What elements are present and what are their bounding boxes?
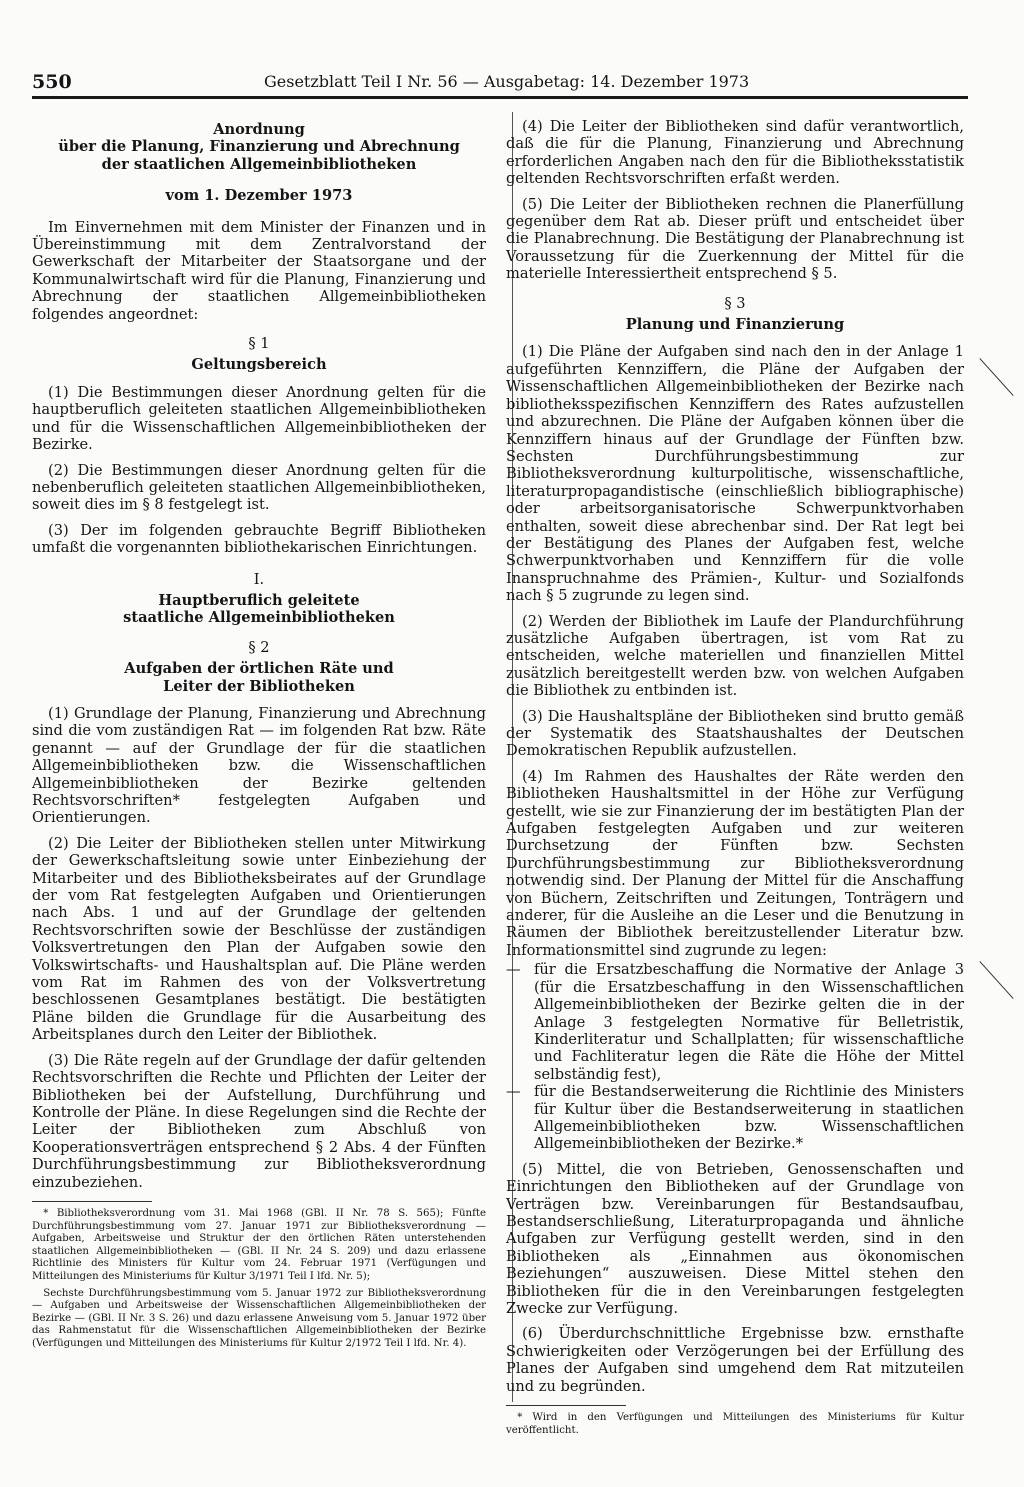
paragraph: (1) Grundlage der Planung, Finanzierung und Abrechnung sind die vom zuständigen Rat — im folgenden Rat bzw. Räte genannt — auf der Grundlage der für die staatlichen Allgemeinbibliotheken bzw. die Wissenschaftlichen Allgemeinbibliotheken der Bezirke geltenden Rechtsvorschriften* festgelegten Aufgaben und Orientierungen.: [32, 704, 486, 827]
running-title: Gesetzblatt Teil I Nr. 56 — Ausgabetag: 14. Dezember 1973: [264, 72, 750, 91]
header-rule: [32, 96, 968, 99]
paragraph: (2) Die Leiter der Bibliotheken stellen unter Mitwirkung der Gewerkschaftsleitung sowie unter Einbeziehung der Mitarbeiter und des Bibliotheksbeirates auf der Grundlage der vom Rat festgelegten Aufgaben und Orientierungen nach Abs. 1 und auf der Grundlage der geltenden Rechtsvorschriften sowie der Beschlüsse der zuständigen Volksvertretungen den Plan der Aufgaben sowie den Volkswirtschafts- und Haushaltsplan auf. Die Pläne werden vom Rat im Rahmen des von der Volksvertretung beschlossenen Gesamtplanes bestätigt. Die bestätigten Pläne bilden die Grundlage für die Ausarbeitung des Arbeitsplanes durch den Leiter der Bibliothek.: [32, 834, 486, 1044]
section-heading-line: Aufgaben der örtlichen Räte und: [124, 660, 394, 678]
paragraph: (6) Überdurchschnittliche Ergebnisse bzw. ernsthafte Schwierigkeiten oder Verzögerungen bei der Erfüllung des Planes der Aufgaben sind umgehend dem Rat mitzuteilen und zu begründen.: [506, 1325, 964, 1395]
paragraph: (2) Werden der Bibliothek im Laufe der Plandurchführung zusätzliche Aufgaben übertragen, ist vom Rat zu entscheiden, welche materiellen und finanziellen Mittel zusätzlich bereitgestellt werden bzw. von welchen Aufgaben die Bibliothek zu entbinden ist.: [506, 612, 964, 700]
section-number: § 3: [724, 294, 746, 312]
paragraph: (4) Im Rahmen des Haushaltes der Räte werden den Bibliotheken Haushaltsmittel in der Höhe zur Verfügung gestellt, wie sie zur Finanzierung der im bestätigten Plan der Aufgaben festgelegten Aufgaben und zur weiteren Durchsetzung der Fünften bzw. Sechsten Durchführungsbestimmung zur Bibliotheksverordnung notwendig sind. Der Planung der Mittel für die Anschaffung von Büchern, Zeitschriften und Zeitungen, Tonträgern und anderer, für die Ausleihe an die Leser und die Benutzung in Räumen der Bibliothek bereitzustellender Literatur bzw. Informationsmittel sind zugrunde zu legen:: [506, 767, 964, 959]
paragraph: (1) Die Bestimmungen dieser Anordnung gelten für die hauptberuflich geleiteten staatlichen Allgemeinbibliotheken und für die Wissenschaftlichen Allgemeinbibliotheken der Bezirke.: [32, 383, 486, 454]
section-number: § 1: [248, 335, 270, 353]
left-column: [32, 121, 486, 1354]
footnote: * Bibliotheksverordnung vom 31. Mai 1968 (GBl. II Nr. 78 S. 565); Fünfte Durchführungsbestimmung vom 27. Januar 1971 zur Bibliotheksverordnung — Aufgaben, Arbeitsweise und Struktur der den örtlichen Räten unterstehenden staatlichen Allgemeinbibliotheken — (GBl. II Nr. 24 S. 209) und dazu erlassene Richtlinie des Ministers für Kultur vom 24. Februar 1971 (Verfügungen und Mitteilungen des Ministeriums für Kultur 3/1971 Teil I lfd. Nr. 5);: [32, 1207, 486, 1282]
paragraph: (2) Die Bestimmungen dieser Anordnung gelten für die nebenberuflich geleiteten staatlichen Allgemeinbibliotheken, soweit dies im § 8 festgelegt ist.: [32, 461, 486, 514]
list-item: — für die Ersatzbeschaffung die Normative der Anlage 3 (für die Ersatzbeschaffung in den Wissenschaftlichen Allgemeinbibliotheken der Bezirke gelten die in der Anlage 3 festgelegten Normative für Belletristik, Kinderliteratur und Schallplatten; für wissenschaftliche und Fachliteratur legen die Räte die Höhe der Mittel selbständig fest),: [506, 961, 964, 1083]
section-heading-line: Leiter der Bibliotheken: [163, 677, 355, 695]
document-title-line: der staatlichen Allgemeinbibliotheken: [101, 155, 417, 173]
part-numeral: I.: [253, 570, 265, 588]
paragraph: (3) Der im folgenden gebrauchte Begriff Bibliotheken umfaßt die vorgenannten bibliothekarischen Einrichtungen.: [32, 521, 486, 557]
paragraph: (1) Die Pläne der Aufgaben sind nach den in der Anlage 1 aufgeführten Kennziffern, die Pläne der Aufgaben der Wissenschaftlichen Allgemeinbibliotheken der Bezirke nach bibliotheksspezifischen Kennziffern des Rates aufzustellen und abzurechnen. Die Pläne der Aufgaben können über die Kennziffern hinaus auf der Grundlage der Fünften bzw. Sechsten Durchführungsbestimmung zur Bibliotheksverordnung kulturpolitische, wissenschaftliche, literaturpropagandistische (einschließlich bibliographische) oder arbeitsorganisatorische Schwerpunktvorhaben enthalten, soweit diese abrechenbar sind. Der Rat legt bei der Bestätigung des Planes der Aufgaben fest, welche Schwerpunktvorhaben und Kennziffern für die volle Inanspruchnahme des Prämien-, Kultur- und Sozialfonds nach § 5 zugrunde zu legen sind.: [506, 343, 964, 605]
margin-mark: [979, 961, 1013, 999]
document-title-line: Anordnung: [213, 121, 305, 138]
part-heading-line: staatliche Allgemeinbibliotheken: [123, 609, 395, 627]
document-title-line: über die Planung, Finanzierung und Abrechnung: [58, 138, 460, 156]
part-heading-line: Hauptberuflich geleitete: [158, 591, 360, 609]
paragraph: (3) Die Räte regeln auf der Grundlage der dafür geltenden Rechtsvorschriften die Rechte und Pflichten der Leiter der Bibliotheken bei der Aufstellung, Durchführung und Kontrolle der Pläne. In diese Regelungen sind die Rechte der Leiter der Bibliotheken zum Abschluß von Kooperationsverträgen entsprechend § 2 Abs. 4 der Fünften Durchführungsbestimmung zur Bibliotheksverordnung einzubeziehen.: [32, 1051, 486, 1191]
preamble: Im Einvernehmen mit dem Minister der Finanzen und in Übereinstimmung mit dem Zentralvorstand der Gewerkschaft der Mitarbeiter der Staatsorgane und der Kommunalwirtschaft wird für die Planung, Finanzierung und Abrechnung der staatlichen Allgemeinbibliotheken folgendes angeordnet:: [32, 218, 486, 323]
section-number: § 2: [248, 638, 270, 656]
page-header: [32, 71, 968, 99]
margin-mark: [979, 358, 1013, 396]
document-date: vom 1. Dezember 1973: [165, 187, 353, 205]
footnote: Sechste Durchführungsbestimmung vom 5. Januar 1972 zur Bibliotheksverordnung — Aufgaben und Arbeitsweise der Wissenschaftlichen Allgemeinbibliotheken der Bezirke — (GBl. II Nr. 3 S. 26) und dazu erlassene Anweisung vom 5. Januar 1972 über das Rahmenstatut für die Wissenschaftlichen Allgemeinbibliotheken der Bezirke (Verfügungen und Mitteilungen des Ministeriums für Kultur 2/1972 Teil I lfd. Nr. 4).: [32, 1287, 486, 1349]
section-heading: Geltungsbereich: [191, 356, 327, 374]
footnote-rule: [32, 1201, 152, 1202]
paragraph: (4) Die Leiter der Bibliotheken sind dafür verantwortlich, daß die für die Planung, Finanzierung und Abrechnung erforderlichen Angaben nach den für die Bibliotheksstatistik geltenden Rechtsvorschriften erfaßt werden.: [506, 118, 964, 188]
paragraph: (5) Die Leiter der Bibliotheken rechnen die Planerfüllung gegenüber dem Rat ab. Dieser prüft und entscheidet über die Planabrechnung. Die Bestätigung der Planabrechnung ist Voraussetzung für die Zuerkennung der Mittel für die materielle Interessiertheit entsprechend § 5.: [506, 195, 964, 283]
paragraph: (3) Die Haushaltspläne der Bibliotheken sind brutto gemäß der Systematik des Staatshaushaltes der Deutschen Demokratischen Republik aufzustellen.: [506, 707, 964, 760]
right-column: [506, 118, 964, 1441]
section-heading: Planung und Finanzierung: [625, 316, 845, 334]
paragraph: (5) Mittel, die von Betrieben, Genossenschaften und Einrichtungen den Bibliotheken auf der Grundlage von Verträgen bzw. Vereinbarungen für Bestandsaufbau, Bestandserschließung, Literaturpropaganda und ähnliche Aufgaben zur Verfügung gestellt werden, sind in den Bibliotheken als „Einnahmen aus ökonomischen Beziehungen“ auszuweisen. Diese Mittel stehen den Bibliotheken für die in den Vereinbarungen festgelegten Zwecke zur Verfügung.: [506, 1160, 964, 1317]
dash-list: [506, 961, 964, 1152]
footnote-rule: [506, 1405, 626, 1406]
footnote: * Wird in den Verfügungen und Mitteilungen des Ministeriums für Kultur veröffentlicht.: [506, 1412, 964, 1436]
list-item: — für die Bestandserweiterung die Richtlinie des Ministers für Kultur über die Bestandserweiterung in staatlichen Allgemeinbibliotheken bzw. Wissenschaftlichen Allgemeinbibliotheken der Bezirke.*: [506, 1083, 964, 1153]
page-number: 550: [32, 71, 72, 93]
